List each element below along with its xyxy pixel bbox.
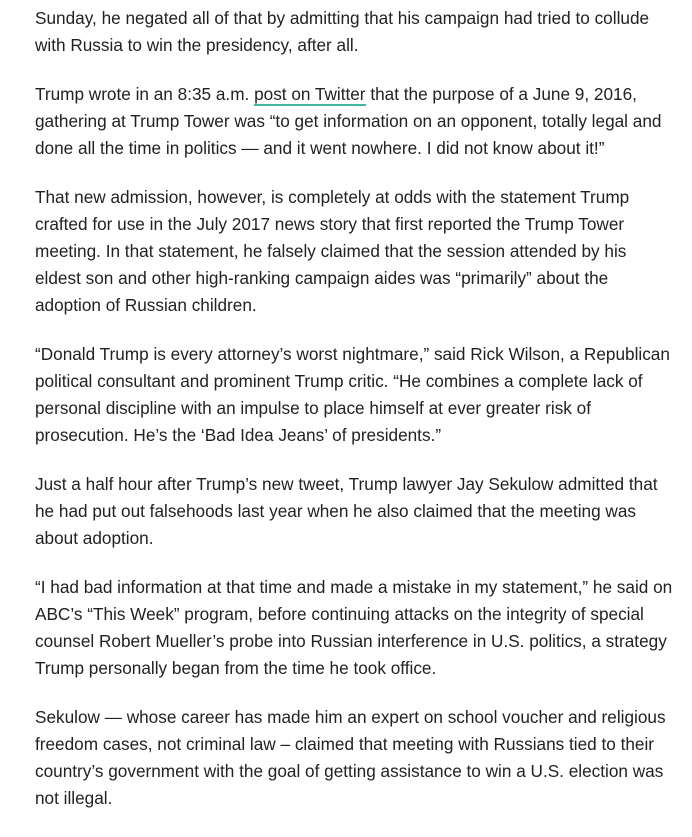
paragraph-1: Sunday, he negated all of that by admitting that his campaign had tried to collude with Russia to win the presidency, after all. — [35, 8, 650, 55]
paragraph-6: “I had bad information at that time and made a mistake in my statement,” he said on ABC’s “This Week” program, before continuing attacks on the integrity of special counsel Robert Mueller’s probe into Russian interference in U.S. politics, a strategy Trump personally began from the time he took office. — [35, 577, 673, 678]
paragraph-2-after: that the purpose of a June 9, 2016, gathering at Trump Tower was “to get information on an opponent, totally legal and done all the time in politics — and it went nowhere. I did not know about it!” — [35, 84, 662, 158]
paragraph-7: Sekulow — whose career has made him an expert on school voucher and religious freedom cases, not criminal law – claimed that meeting with Russians tied to their country’s government with the goal of getting assistance to win a U.S. election was not illegal. — [35, 707, 666, 808]
paragraph-3: That new admission, however, is completely at odds with the statement Trump crafted for use in the July 2017 news story that first reported the Trump Tower meeting. In that statement, he falsely claimed that the session attended by his eldest son and other high-ranking campaign aides was “primarily” about the adoption of Russian children. — [35, 187, 630, 315]
paragraph-4: “Donald Trump is every attorney’s worst nightmare,” said Rick Wilson, a Republican political consultant and prominent Trump critic. “He combines a complete lack of personal discipline with an impulse to place himself at ever greater risk of prosecution. He’s the ‘Bad Idea Jeans’ of presidents.” — [35, 344, 670, 445]
paragraph-2 — [35, 81, 675, 162]
article-body — [35, 5, 675, 812]
twitter-post-link[interactable]: post on Twitter — [254, 84, 366, 104]
paragraph-5: Just a half hour after Trump’s new tweet, Trump lawyer Jay Sekulow admitted that he had put out falsehoods last year when he also claimed that the meeting was about adoption. — [35, 474, 658, 548]
paragraph-2-before: Trump wrote in an 8:35 a.m. — [35, 84, 255, 104]
